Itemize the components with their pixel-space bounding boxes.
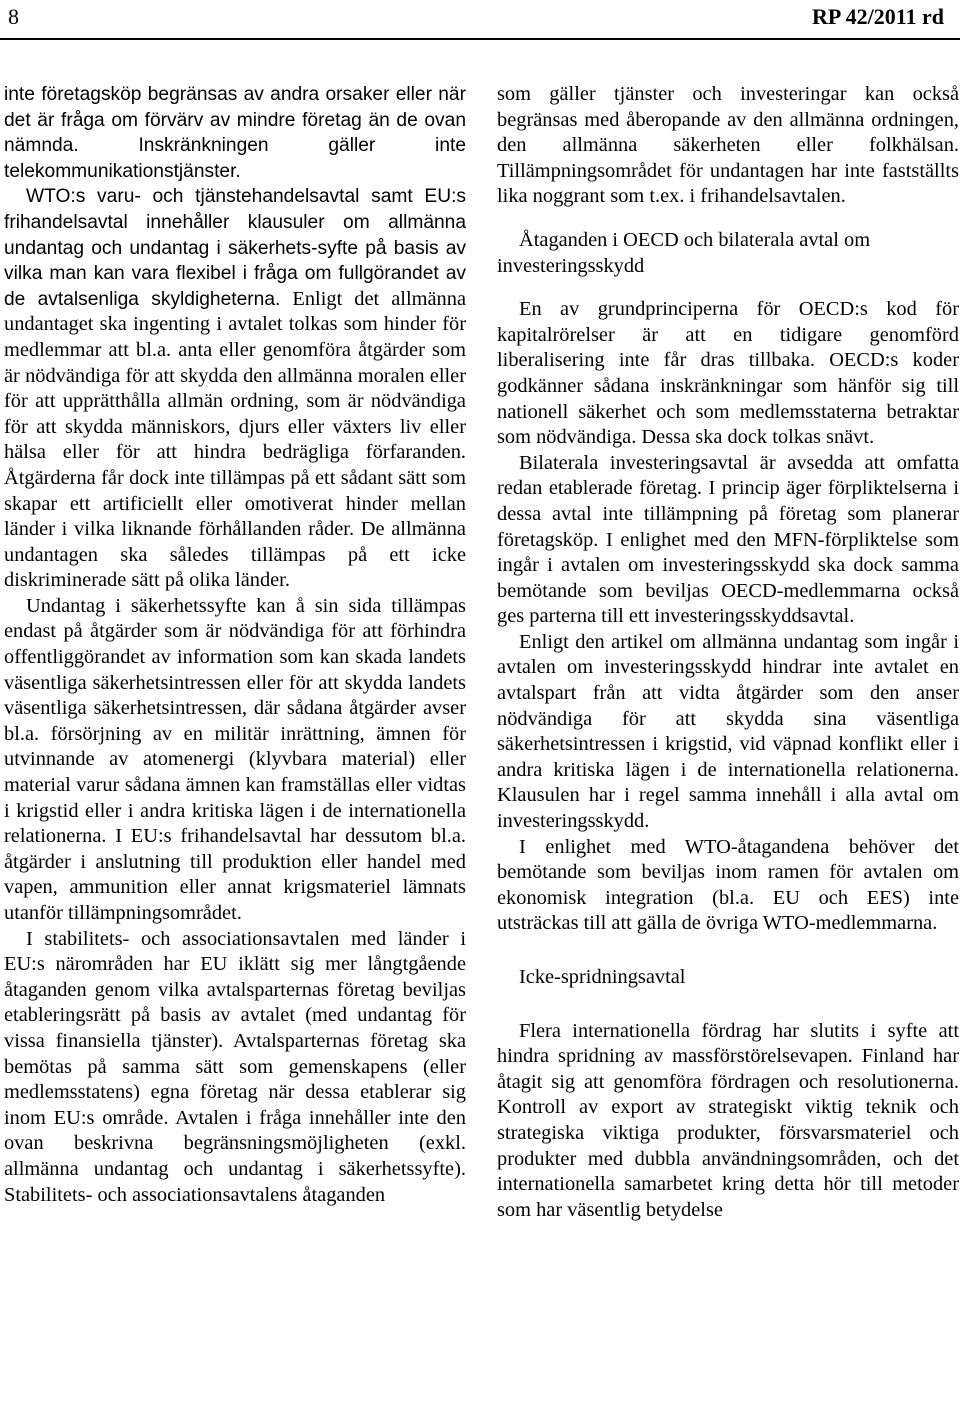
page-number: 8 [8,4,19,29]
left-paragraph-2-sans: WTO:s varu- och tjänstehandelsavtal samt EU:s frihandelsavtal innehåller klausuler om allmänna undantag och undantag i säkerhets-syfte på basis av vilka man kan vara flexibel i fråga om fullgörandet av de avtalsenliga skyldigheterna. [4,186,466,310]
header-rule [0,38,960,40]
right-paragraph-3: Bilaterala investeringsavtal är avsedda att omfatta redan etablerade företag. I princip äger förpliktelserna i dessa avtal inte tillämpning på företag som planerar företagsköp. I enlighet med den MFN-förpliktelse som ingår i avtalen om investeringsskydd ska dock samma bemötande som beviljas OECD-medlemmarna också ges parterna till ett investeringsskyddsavtal. [497,451,959,628]
left-paragraph-2-serif: Enligt det allmänna undantaget ska ingenting i avtalet tolkas som hinder för medlemmar att bl.a. anta eller genomföra åtgärder som är nödvändiga för att skydda den allmänna moralen eller för att upprätthålla allmän ordning, som är nödvändiga för att skydda människors, djurs eller växters liv eller hälsa eller för att hindra bedrägliga förfaranden. Åtgärderna får dock inte tillämpas på ett sådant sätt som skapar ett artificiellt eller omotiverat hinder mellan länder i vilka liknande förhållanden råder. De allmänna undantagen ska således tillämpas på ett icke diskriminerade sätt på olika länder. [4,287,466,592]
spacer [497,937,959,965]
spacer [497,991,959,1019]
left-paragraph-3: Undantag i säkerhetssyfte kan å sin sida tillämpas endast på åtgärder som är nödvändiga för att förhindra offentliggörandet av information som kan skada landets väsentliga säkerhetsintressen eller för att skydda landets väsentliga säkerhetsintressen, där sådana åtgärder avser bl.a. försörjning av en militär inrättning, ämnen för utvinnande av atomenergi (klyvbara material) eller material varur sådana ämnen kan framställas eller vidtas i krigstid eller i andra kritiska lägen i de internationella relationerna. I EU:s frihandelsavtal har dessutom bl.a. åtgärder i anslutning till produktion eller handel med vapen, ammunition eller annat krigsmateriel lämnats utanför tillämpningsområdet. [4,594,466,924]
left-column [4,82,466,1208]
left-paragraph-4: I stabilitets- och associationsavtalen med länder i EU:s närområden har EU iklätt sig mer långtgående åtaganden genom vilka avtalsparternas företag beviljas etableringsrätt på basis av avtalet (med undantag för vissa finansiella tjänster). Avtalsparternas företag ska bemötas på samma sätt som gemenskapens (eller medlemsstatens) egna företag när dessa etablerar sig inom EU:s område. Avtalen i fråga innehåller inte den ovan beskrivna begränsningsmöjligheten (exkl. allmänna undantag och undantag i säkerhetssyfte). Stabilitets- och associationsavtalens åtaganden [4,927,466,1206]
left-paragraph-2 [4,184,466,594]
section-heading-non-proliferation: Icke-spridningsavtal [519,966,686,988]
section-heading-oecd: Åtaganden i OECD och bilaterala avtal om investeringsskydd [497,228,871,277]
right-paragraph-4: Enligt den artikel om allmänna undantag som ingår i avtalen om investeringsskydd hindrar inte avtalet en avtalspart från att vidta åtgärder som den anser nödvändiga för att skydda sina väsentliga säkerhetsintressen i krigstid, vid väpnad konflikt eller i andra kritiska lägen i de internationella relationerna. Klausulen har i regel samma innehåll i alla avtal om investeringsskydd. [497,630,959,833]
right-paragraph-6: Flera internationella fördrag har slutits i syfte att hindra spridning av massförstörelsevapen. Finland har åtagit sig att genomföra fördragen och resolutionerna. Kontroll av export av strategiskt viktig teknik och strategiska viktiga produkter, försvarsmateriel och produkter med dubbla användningsområden, och det internationella samarbetet kring detta hör till metoder som har väsentlig betydelse [497,1019,959,1221]
left-paragraph-1: inte företagsköp begränsas av andra orsaker eller när det är fråga om förvärv av mindre företag än de ovan nämnda. Inskränkningen gäller inte telekommunikationstjänster. [4,84,466,182]
right-column [497,82,959,1223]
spacer [497,279,959,297]
right-paragraph-1: som gäller tjänster och investeringar kan också begränsas med åberopande av den allmänna ordningen, den allmänna säkerheten eller folkhälsan. Tillämpningsområdet för undantagen har inte fastställts lika noggrant som t.ex. i frihandelsavtalen. [497,83,959,208]
right-paragraph-5: I enlighet med WTO-åtagandena behöver det bemötande som beviljas inom ramen för avtalen om ekonomisk integration (bl.a. EU och EES) inte utsträckas till att gälla de övriga WTO-medlemmarna. [497,835,959,935]
spacer [497,210,959,228]
running-head: RP 42/2011 rd [811,4,944,29]
right-paragraph-2: En av grundprinciperna för OECD:s kod för kapitalrörelser är att en tidigare genomförd liberalisering inte får dras tillbaka. OECD:s koder godkänner sådana inskränkningar som hänför sig till nationell säkerhet och som medlemsstaterna betraktar som nödvändiga. Dessa ska dock tolkas snävt. [497,298,959,449]
